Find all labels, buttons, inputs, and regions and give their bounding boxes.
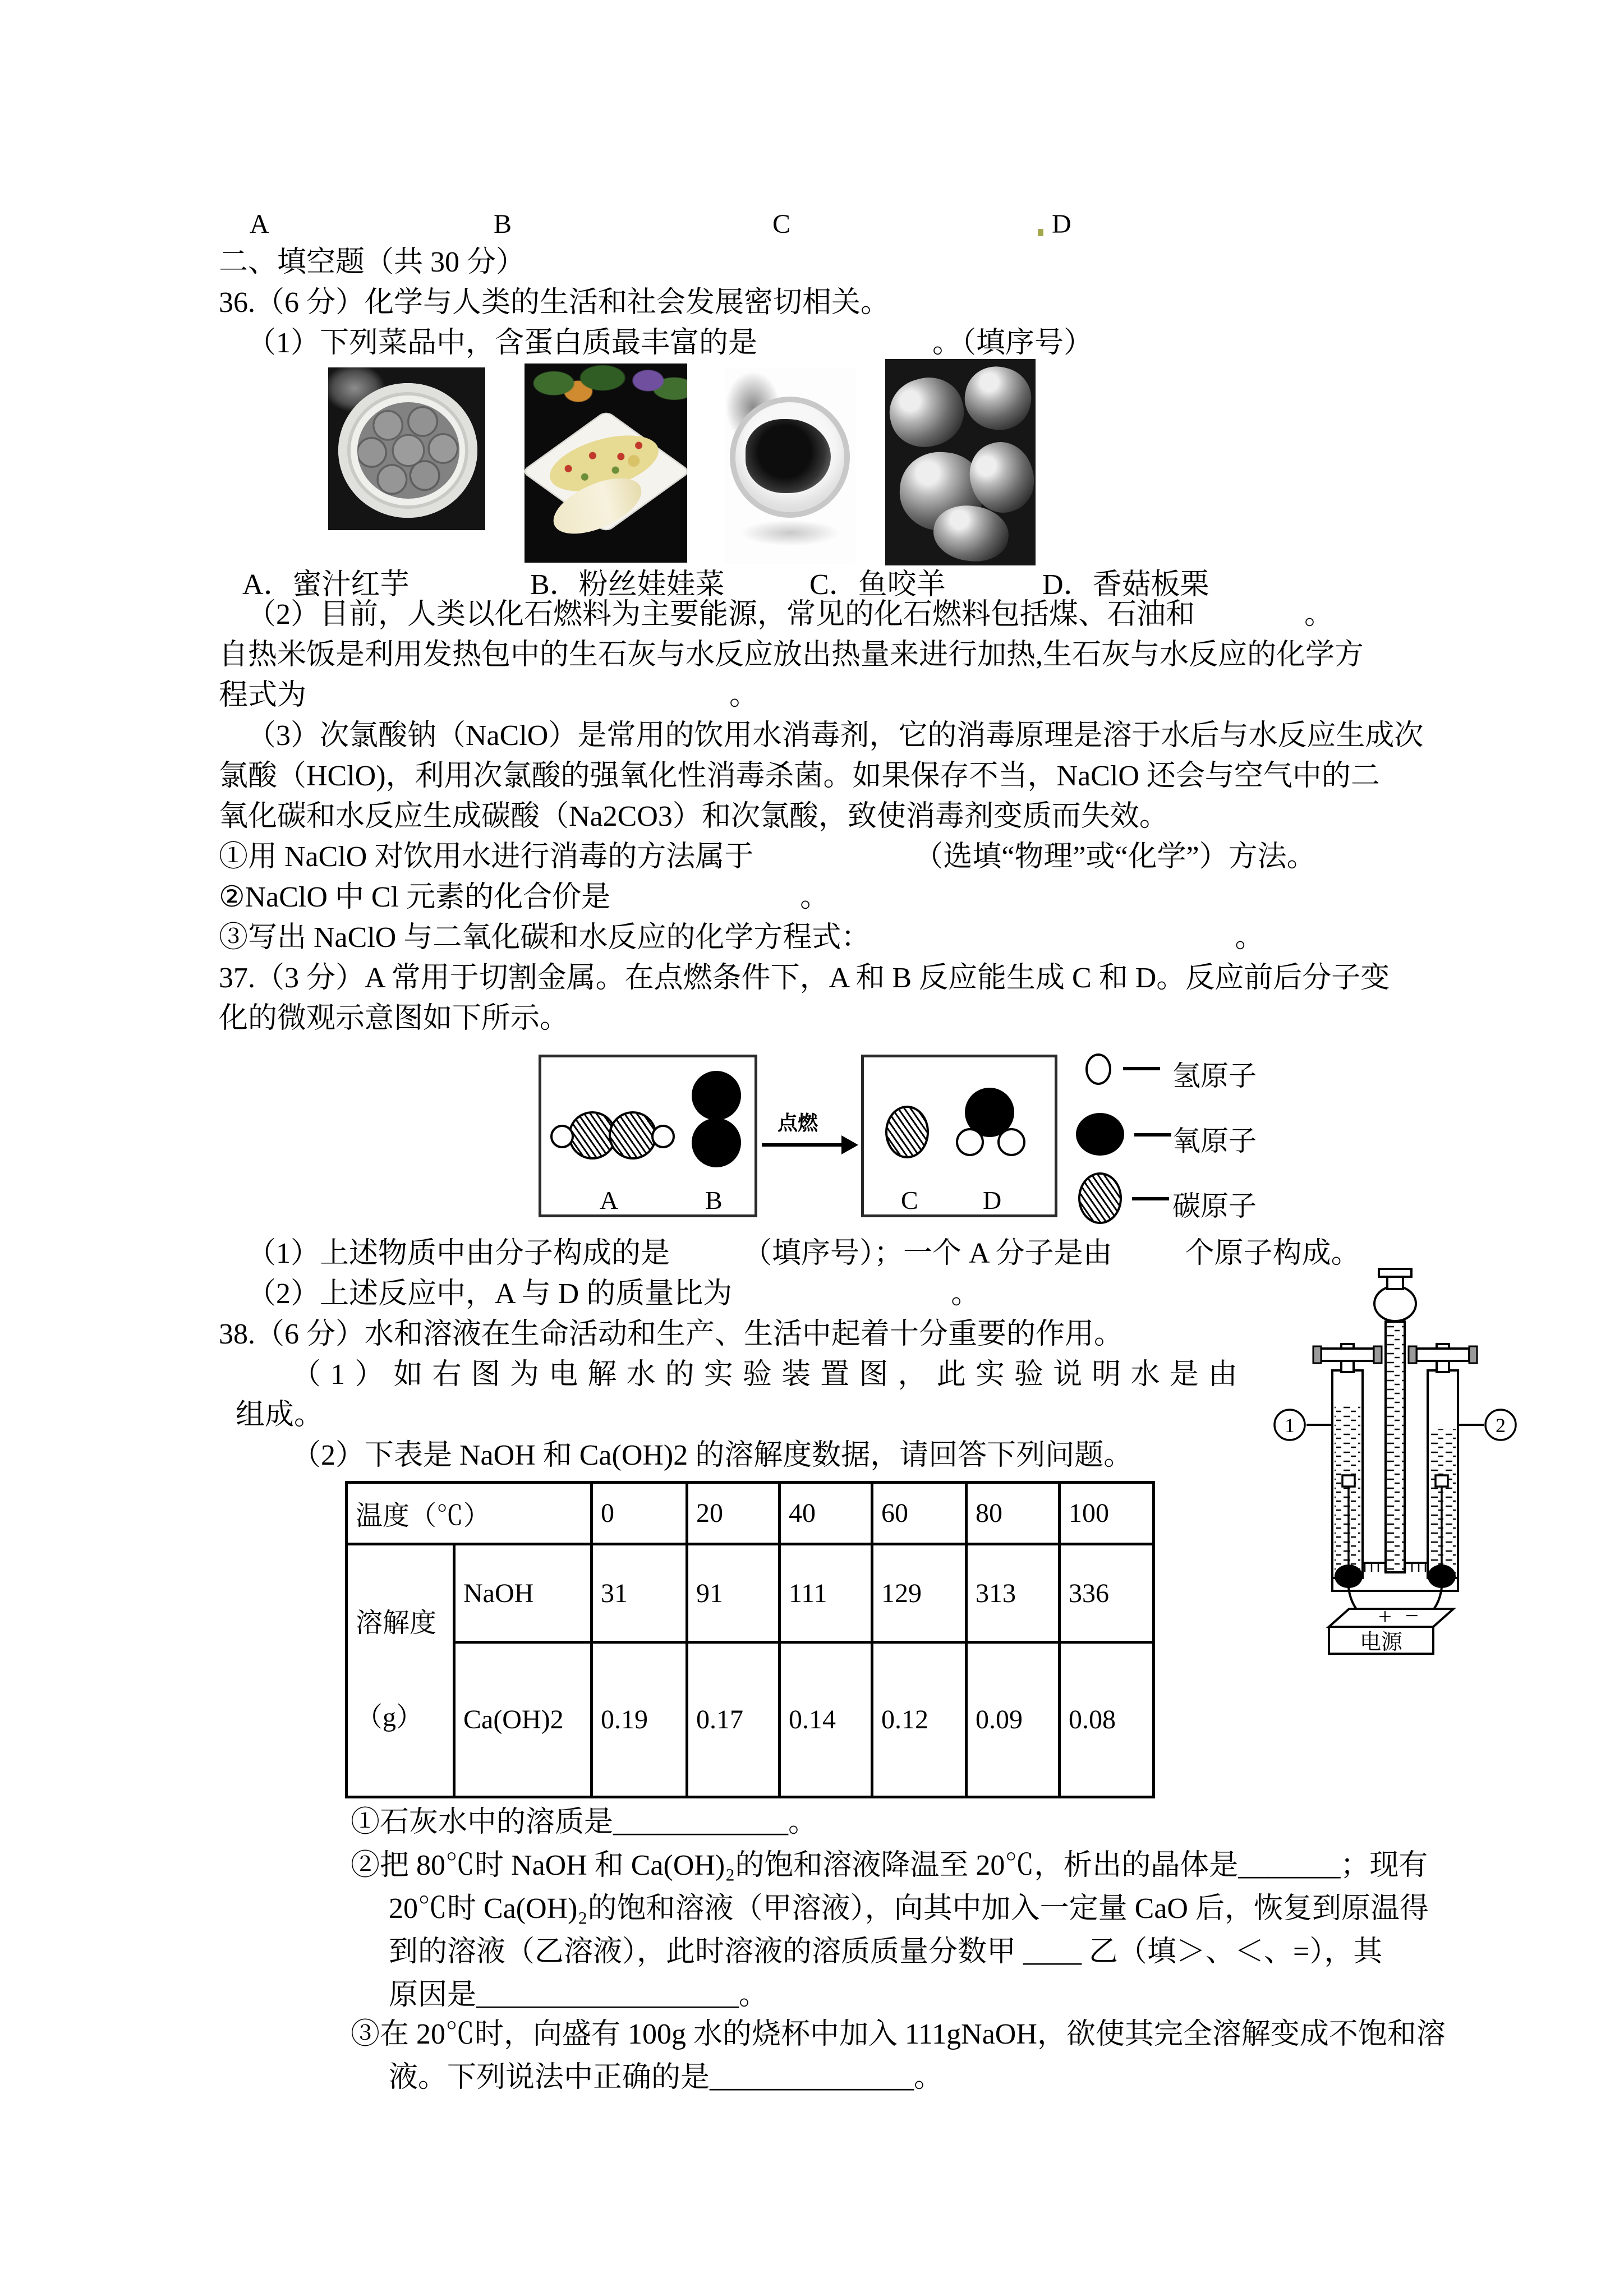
q38-part1-line2: 组成。 [236,1399,324,1431]
q37-part2-text: （2）上述反应中，A 与 D 的质量比为 。 [247,1278,981,1310]
figure-label-b: B [494,209,512,239]
hydrogen-atom-icon [1085,1053,1111,1085]
temp-value: 60 [872,1483,967,1544]
carbon-atom [609,1111,657,1159]
solubility-value: 0.08 [1060,1642,1154,1797]
left-electrode-contact [1342,1475,1355,1487]
oxygen-atom [692,1118,741,1167]
solubility-label-line1: 溶解度 [356,1608,437,1638]
legend-oxygen-label: 氧原子 [1172,1125,1257,1157]
funnel-mouth [1379,1269,1411,1277]
reaction-micro-diagram [533,1045,1352,1232]
figure-label-d: D [1052,209,1071,239]
left-electrode [1335,1565,1363,1588]
right-electrode-contact [1436,1475,1448,1487]
legend-carbon-label: 碳原子 [1172,1190,1257,1222]
option-d-label: D．香菇板栗 [1042,569,1209,601]
q37-stem-line2: 化的微观示意图如下所示。 [219,1002,569,1034]
hydrogen-atom [651,1125,675,1148]
q36-stem: 36.（6 分）化学与人类的生活和社会发展密切相关。 [219,287,890,319]
figure-label-c: C [772,209,791,239]
chestnut [959,361,1036,436]
q38-part1-line1: （1）如右图为电解水的实验装置图，此实验说明水是由 [292,1359,1248,1391]
q38-sub2-line3: 到的溶液（乙溶液），此时溶液的溶质质量分数甲 ____ 乙（填＞、＜、=），其 [389,1936,1383,1968]
oxygen-atom-icon [1076,1113,1124,1156]
carbon-atom [885,1106,929,1158]
option-c-label: C．鱼咬羊 [809,569,946,601]
legend-dash [1134,1133,1171,1137]
dish-photo-b [525,364,687,563]
dish-photo-d [885,359,1036,565]
legend-hydrogen-label: 氢原子 [1172,1060,1257,1092]
minus-sign: − [1405,1603,1419,1629]
solubility-value: 0.09 [967,1642,1060,1797]
dish-photo-a [328,367,485,530]
molecule-a-label: A [600,1186,619,1214]
legend-dash [1123,1067,1160,1070]
substance-name: Ca(OH)2 [454,1642,592,1797]
left-tube-liquid [1335,1406,1360,1576]
solubility-header-cell [347,1544,454,1797]
hydrogen-atom [997,1128,1025,1156]
q36-part3-line3: 氧化碳和水反应生成碳酸（Na2CO3）和次氯酸，致使消毒剂变质而失效。 [219,800,1168,832]
temp-value: 80 [967,1483,1060,1544]
substance-name: NaOH [454,1544,592,1642]
temp-header-cell: 温度（℃） [347,1483,592,1544]
plus-sign: + [1378,1604,1392,1630]
solubility-value: 0.19 [592,1642,687,1797]
left-stopcock [1321,1349,1374,1361]
solubility-value: 0.12 [872,1642,967,1797]
tube1-label: 1 [1285,1414,1295,1437]
middle-tube [1386,1322,1405,1572]
q36-sub3: ③写出 NaClO 与二氧化碳和水反应的化学方程式： 。 [219,922,1264,954]
solubility-value: 111 [780,1544,872,1642]
solubility-value: 0.17 [687,1642,780,1797]
q36-sub1: ①用 NaClO 对饮用水进行消毒的方法属于 （选填“物理”或“化学”）方法。 [219,841,1316,873]
solubility-table [345,1481,1155,1798]
temp-value: 20 [687,1483,780,1544]
q38-sub2-line4: 原因是__________________。 [389,1979,769,2011]
q36-sub2: ②NaClO 中 Cl 元素的化合价是 。 [219,881,830,913]
temp-value: 40 [780,1483,872,1544]
reaction-arrow-head [841,1135,858,1154]
molecule-c-label: C [901,1186,918,1214]
reaction-arrow [762,1143,844,1147]
taro-balls [357,402,459,499]
power-supply-label: 电源 [1359,1631,1403,1654]
reactants-box [539,1055,757,1217]
dish-photo-c [725,367,855,564]
chestnut [885,370,971,454]
solubility-value: 0.14 [780,1642,872,1797]
electrolysis-apparatus [1255,1261,1535,1657]
scan-artifact-dot [1038,229,1043,236]
option-b-label: B．粉丝娃娃菜 [530,569,725,601]
q36-part3-line2: 氯酸（HClO)，利用次氯酸的强氧化性消毒杀菌。如果保存不当，NaClO 还会与空气中的二 [219,760,1380,792]
dark-broth [746,419,831,493]
hydrogen-atom [550,1125,574,1148]
bowl-shadow [741,520,840,546]
hydrogen-atom [956,1128,984,1156]
stopcock-knob [1409,1346,1416,1363]
q38-part2-text: （2）下表是 NaOH 和 Ca(OH)2 的溶解度数据，请回答下列问题。 [292,1439,1133,1471]
vegetable-garnish [525,364,687,413]
tube2-label: 2 [1496,1414,1506,1437]
q38-sub2-line2: 20℃时 Ca(OH)₂的饱和溶液（甲溶液），向其中加入一定量 CaO 后，恢复到原温得 [389,1893,1429,1925]
solubility-value: 313 [967,1544,1060,1642]
right-tube-liquid [1430,1429,1456,1576]
solubility-value: 91 [687,1544,780,1642]
ignite-condition-label: 点燃 [778,1112,818,1134]
oxygen-atom [692,1071,741,1120]
carbon-atom-icon [1078,1172,1122,1224]
figure-label-a: A [250,209,269,239]
molecule-b-label: B [705,1186,723,1214]
q38-stem: 38.（6 分）水和溶液在生命活动和生产、生活中起着十分重要的作用。 [219,1318,1124,1350]
q36-part1-text: （1）下列菜品中，含蛋白质最丰富的是 。（填序号） [247,327,1093,359]
q38-sub3-line2: 液。下列说法中正确的是______________。 [389,2062,944,2093]
stopcock-knob [1313,1346,1321,1363]
q38-sub2-line1: ②把 80℃时 NaOH 和 Ca(OH)₂的饱和溶液降温至 20℃，析出的晶体是_______；现有 [351,1849,1428,1881]
solubility-value: 31 [592,1544,687,1642]
q36-part2-line3: 程式为 。 [219,679,759,711]
solubility-value: 336 [1060,1544,1154,1642]
q36-part2-line2: 自热米饭是利用发热包中的生石灰与水反应放出热量来进行加热,生石灰与水反应的化学方 [219,639,1364,671]
right-electrode [1428,1565,1456,1588]
temp-value: 0 [592,1483,687,1544]
molecule-d-label: D [983,1186,1002,1214]
section-heading: 二、填空题（共 30 分） [219,246,526,278]
q37-part1-text: （1）上述物质中由分子构成的是 （填序号）；一个 A 分子是由 个原子构成。 [247,1237,1360,1269]
q38-sub1: ①石灰水中的溶质是____________。 [351,1806,818,1838]
option-a-label: A．蜜汁红芋 [242,569,410,601]
stopcock-knob [1374,1346,1382,1363]
right-stopcock [1416,1349,1469,1361]
temp-value: 100 [1060,1483,1154,1544]
legend-dash [1132,1197,1169,1200]
q38-sub3-line1: ③在 20℃时，向盛有 100g 水的烧杯中加入 111gNaOH，欲使其完全溶解变成不饱和溶 [351,2018,1446,2050]
funnel-bulb [1374,1286,1416,1321]
q36-part2-line1: （2）目前，人类以化石燃料为主要能源，常见的化石燃料包括煤、石油和 。 [247,599,1334,631]
solubility-label-line2: （g） [356,1703,424,1732]
solubility-value: 129 [872,1544,967,1642]
products-box [861,1055,1057,1217]
q36-part3-line1: （3）次氯酸钠（NaClO）是常用的饮用水消毒剂，它的消毒原理是溶于水后与水反应生成次 [247,720,1424,752]
q37-stem-line1: 37.（3 分）A 常用于切割金属。在点燃条件下，A 和 B 反应能生成 C 和 D。反应前后分子变 [219,962,1390,994]
stopcock-knob [1469,1346,1477,1363]
